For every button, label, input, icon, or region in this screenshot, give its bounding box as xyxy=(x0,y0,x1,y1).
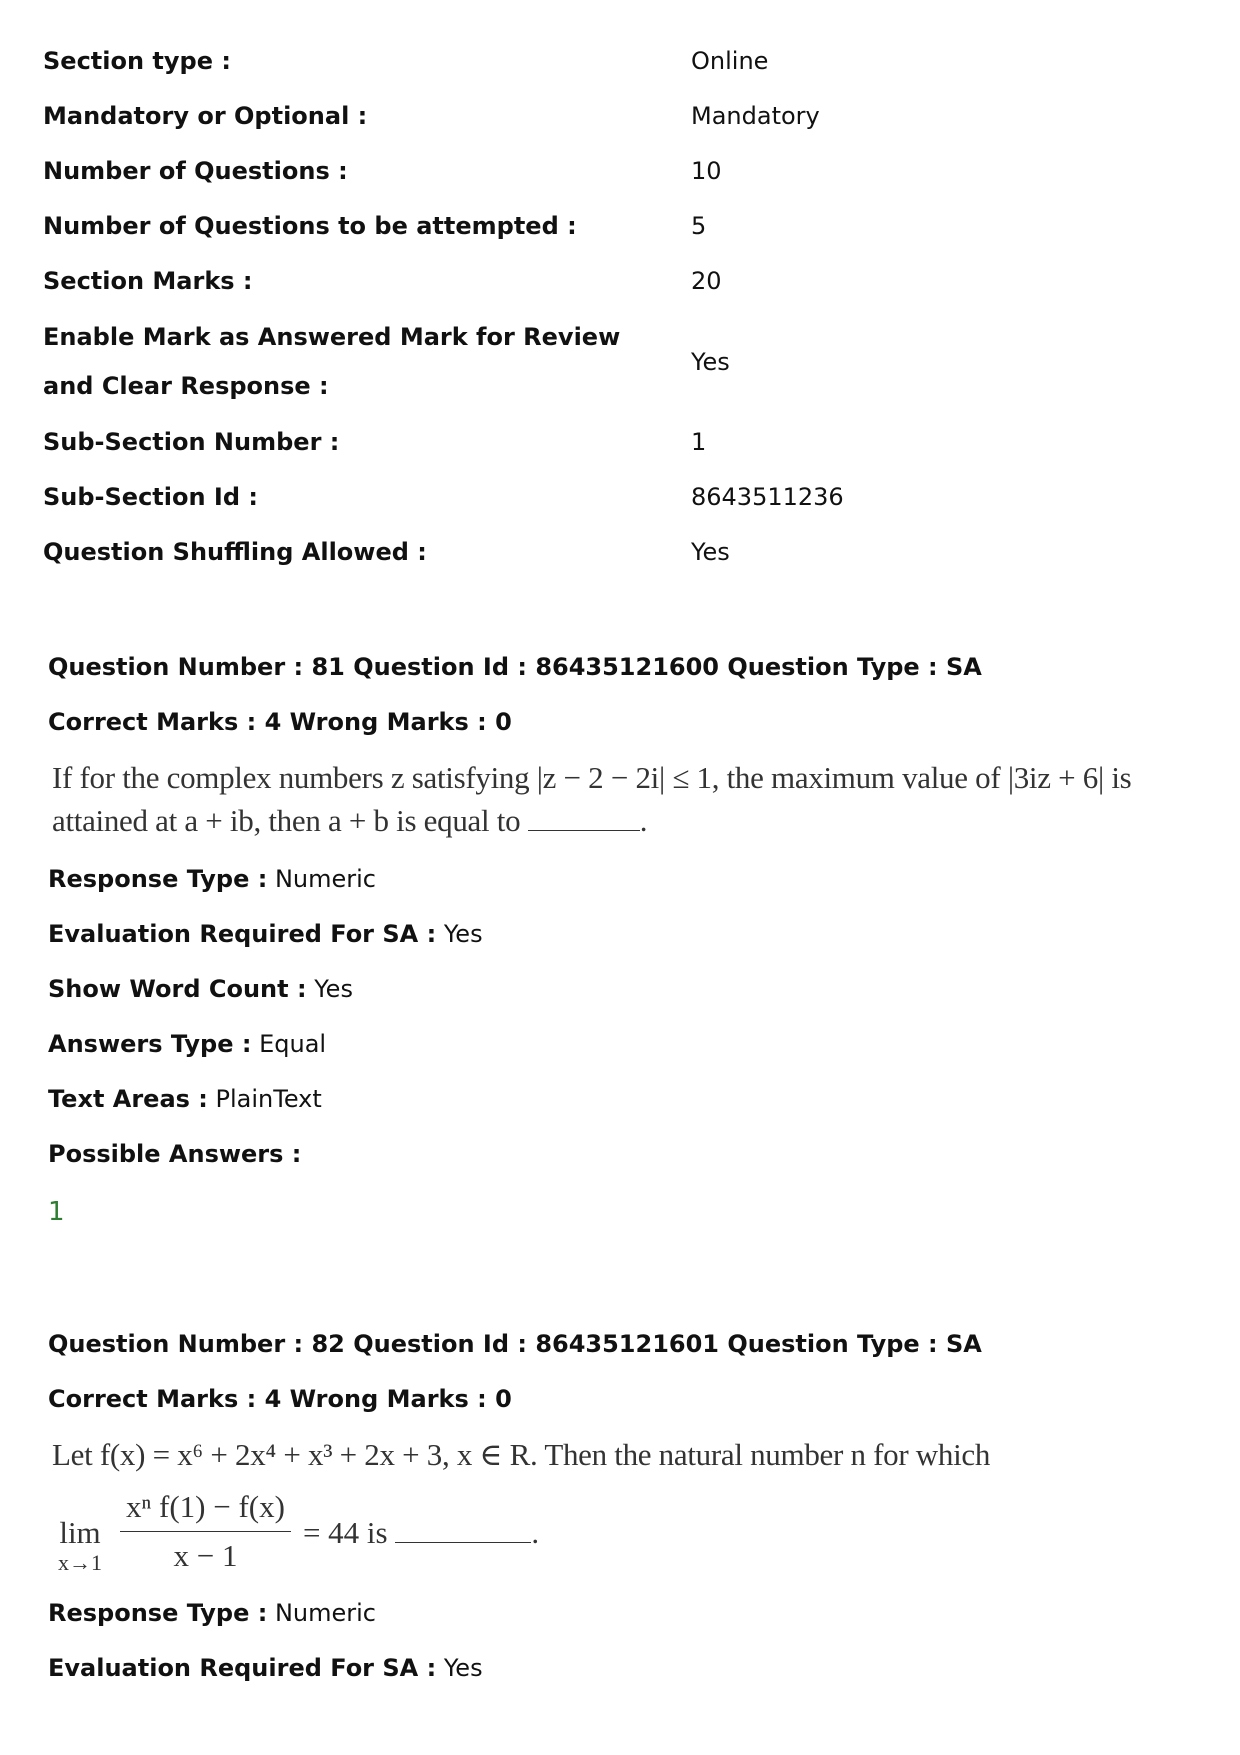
fraction-denominator: x − 1 xyxy=(173,1537,238,1573)
meta-key: Answers Type : xyxy=(48,1030,252,1058)
info-row-section-type xyxy=(43,34,1193,89)
question-text-end: . xyxy=(531,1515,540,1550)
limit-fraction xyxy=(120,1487,291,1576)
meta-answers-type xyxy=(48,1017,1198,1072)
meta-value: Yes xyxy=(314,975,353,1003)
question-marks: Correct Marks : 4 Wrong Marks : 0 xyxy=(48,1385,512,1413)
meta-key: Possible Answers : xyxy=(48,1140,302,1168)
meta-possible-answers xyxy=(48,1127,1198,1182)
meta-key: Show Word Count : xyxy=(48,975,307,1003)
info-value: Yes xyxy=(691,538,730,566)
answer-blank xyxy=(528,806,640,831)
info-row-subsection-number xyxy=(43,415,1193,470)
info-value: 10 xyxy=(691,157,722,185)
info-label: Sub-Section Number : xyxy=(43,428,340,456)
info-label: Question Shuffling Allowed : xyxy=(43,538,427,566)
info-label: Mandatory or Optional : xyxy=(43,102,368,130)
meta-value: Equal xyxy=(259,1030,327,1058)
meta-key: Evaluation Required For SA : xyxy=(48,920,437,948)
limit-subscript: x→1 xyxy=(58,1550,102,1575)
question-text xyxy=(48,750,1198,852)
question-marks: Correct Marks : 4 Wrong Marks : 0 xyxy=(48,708,512,736)
meta-value: Yes xyxy=(443,1654,483,1682)
meta-response-type xyxy=(48,1586,1198,1641)
meta-value: PlainText xyxy=(215,1085,322,1113)
info-label: Sub-Section Id : xyxy=(43,483,258,511)
limit-word: lim xyxy=(59,1515,101,1550)
info-value: Mandatory xyxy=(691,102,820,130)
meta-show-word-count xyxy=(48,962,1198,1017)
question-82 xyxy=(48,1317,1198,1696)
info-value: 1 xyxy=(691,428,707,456)
info-label: Number of Questions to be attempted : xyxy=(43,212,577,240)
limit-operator xyxy=(58,1516,102,1576)
question-text xyxy=(48,1427,1198,1476)
meta-response-type xyxy=(48,852,1198,907)
limit-tail xyxy=(303,1515,539,1551)
info-value: Online xyxy=(691,47,769,75)
section-info-table xyxy=(43,34,1193,580)
question-header: Question Number : 81 Question Id : 86435121600 Question Type : SA xyxy=(48,653,982,681)
limit-expression xyxy=(48,1476,1198,1586)
meta-text-areas xyxy=(48,1072,1198,1127)
info-row-mandatory xyxy=(43,89,1193,144)
question-text-line: Let f(x) = x⁶ + 2x⁴ + x³ + 2x + 3, x ∈ R. Then the natural number n for which xyxy=(52,1437,991,1472)
info-row-enable-mark xyxy=(43,309,1193,415)
possible-answer-value: 1 xyxy=(48,1197,65,1227)
info-value: 5 xyxy=(691,212,707,240)
question-81 xyxy=(48,640,1198,1242)
info-row-subsection-id xyxy=(43,470,1193,525)
info-row-shuffling xyxy=(43,525,1193,580)
info-value: Yes xyxy=(691,347,730,376)
answer-blank xyxy=(395,1518,531,1543)
info-row-num-questions xyxy=(43,144,1193,199)
info-row-num-attempted xyxy=(43,199,1193,254)
meta-evaluation-required xyxy=(48,907,1198,962)
question-header: Question Number : 82 Question Id : 86435121601 Question Type : SA xyxy=(48,1330,982,1358)
info-label: Section type : xyxy=(43,47,231,75)
meta-key: Response Type : xyxy=(48,865,268,893)
info-row-section-marks xyxy=(43,254,1193,309)
question-text-end: . xyxy=(639,803,648,838)
info-label: Section Marks : xyxy=(43,267,253,295)
fraction-numerator: xⁿ f(1) − f(x) xyxy=(120,1487,291,1532)
info-value: 20 xyxy=(691,267,722,295)
question-text-line-2 xyxy=(52,799,1198,842)
limit-equals: = 44 is xyxy=(302,1515,388,1550)
meta-evaluation-required xyxy=(48,1641,1198,1696)
info-label: Enable Mark as Answered Mark for Review and Clear Response : xyxy=(43,323,621,400)
meta-key: Evaluation Required For SA : xyxy=(48,1654,437,1682)
info-label: Number of Questions : xyxy=(43,157,348,185)
meta-value: Yes xyxy=(443,920,483,948)
meta-value: Numeric xyxy=(274,1599,376,1627)
info-value: 8643511236 xyxy=(691,483,844,511)
question-text-line: attained at a + ib, then a + b is equal to xyxy=(52,803,521,838)
meta-key: Response Type : xyxy=(48,1599,268,1627)
question-text-line: If for the complex numbers z satisfying |z − 2 − 2i| ≤ 1, the maximum value of |3iz + 6| is xyxy=(52,760,1132,795)
meta-key: Text Areas : xyxy=(48,1085,208,1113)
meta-value: Numeric xyxy=(274,865,376,893)
